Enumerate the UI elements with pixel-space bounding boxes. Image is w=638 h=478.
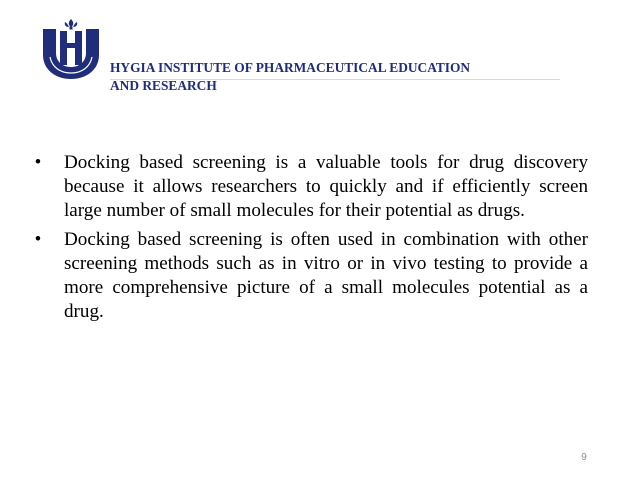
bullet-list [30, 151, 588, 328]
institute-title [110, 59, 570, 95]
institute-title-line-1: HYGIA INSTITUTE OF PHARMACEUTICAL EDUCATION [110, 60, 471, 75]
bullet-text: Docking based screening is a valuable tools for drug discovery because it allows researchers to quickly and if efficiently screen large number of small molecules for their potential as drugs. [64, 152, 588, 222]
institute-title-line-2: AND RESEARCH [110, 78, 217, 93]
header-divider [110, 79, 560, 80]
bullet-text: Docking based screening is often used in combination with other screening methods such as in vitro or in vivo testing to provide a more comprehensive picture of a small molecules potential as a drug. [64, 228, 588, 323]
hygia-shield-logo-icon [38, 17, 104, 81]
bullet-item [30, 151, 588, 224]
bullet-item [30, 228, 588, 325]
bullet-marker: • [34, 228, 42, 250]
bullet-marker: • [34, 152, 42, 173]
page-number: 9 [581, 452, 587, 463]
